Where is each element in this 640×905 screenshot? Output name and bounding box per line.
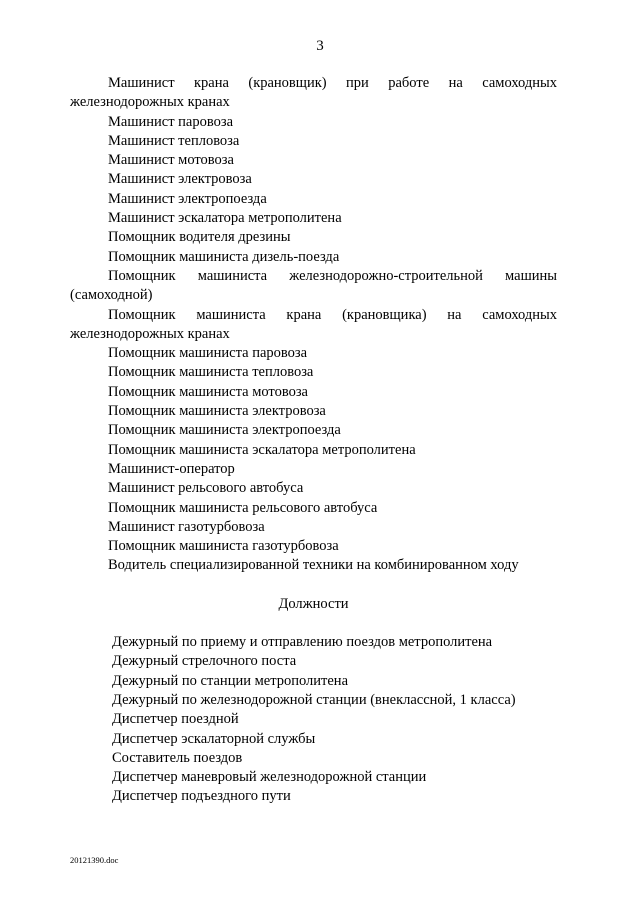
- position-item: Дежурный по станции метрополитена: [112, 672, 349, 689]
- profession-item: Машинист эскалатора метрополитена: [108, 210, 342, 227]
- positions-heading: Должности: [278, 595, 349, 612]
- profession-item: Помощник машиниста тепловоза: [108, 364, 314, 381]
- positions-list: [70, 633, 557, 807]
- position-item: Дежурный по приему и отправлению поездов метрополитена: [112, 634, 493, 651]
- professions-list: [70, 74, 557, 576]
- position-item: Диспетчер эскалаторной службы: [112, 730, 316, 747]
- profession-item: Помощник водителя дрезины: [108, 229, 291, 246]
- profession-item: Машинист газотурбовоза: [108, 518, 265, 535]
- profession-item: Помощник машиниста рельсового автобуса: [108, 499, 378, 516]
- position-item: Составитель поездов: [112, 749, 243, 766]
- profession-item: Машинист электропоезда: [108, 190, 267, 207]
- position-item: Диспетчер поездной: [112, 711, 239, 728]
- profession-item: [70, 267, 557, 306]
- profession-item: [70, 306, 557, 345]
- profession-item: Машинист рельсового автобуса: [108, 480, 304, 497]
- profession-item: Помощник машиниста мотовоза: [108, 383, 308, 400]
- position-item: Диспетчер подъездного пути: [112, 788, 291, 805]
- profession-item-line-1: Помощник машиниста железнодорожно-строительной машины: [108, 267, 557, 284]
- profession-item-line-1: Машинист крана (крановщик) при работе на самоходных: [108, 75, 557, 91]
- position-item: Диспетчер маневровый железнодорожной станции: [112, 769, 427, 786]
- profession-item: Помощник машиниста паровоза: [108, 345, 308, 362]
- profession-item: Помощник машиниста электропоезда: [108, 422, 341, 439]
- profession-item: Машинист мотовоза: [108, 152, 234, 169]
- footer-file-code: 20121390.doc: [70, 855, 119, 865]
- profession-item-line-1: Помощник машиниста крана (крановщика) на самоходных: [108, 306, 557, 323]
- profession-item: Машинист тепловоза: [108, 132, 240, 149]
- profession-item: Помощник машиниста газотурбовоза: [108, 538, 339, 555]
- profession-item: Помощник машиниста электровоза: [108, 403, 326, 420]
- profession-item: Машинист электровоза: [108, 171, 252, 188]
- profession-item: Машинист-оператор: [108, 460, 235, 477]
- position-item: Дежурный по железнодорожной станции (внеклассной, 1 класса): [112, 691, 516, 708]
- document-body: [70, 74, 557, 807]
- profession-item: Машинист паровоза: [108, 113, 234, 130]
- profession-item: Водитель специализированной техники на комбинированном ходу: [108, 557, 519, 574]
- profession-item-line-2: (самоходной): [70, 287, 153, 304]
- profession-item-line-2: железнодорожных кранах: [70, 94, 230, 111]
- profession-item-line-2: железнодорожных кранах: [70, 325, 230, 342]
- page-number: 3: [316, 38, 324, 54]
- profession-item: Помощник машиниста эскалатора метрополитена: [108, 441, 416, 458]
- position-item: Дежурный стрелочного поста: [112, 653, 297, 670]
- profession-item: [70, 74, 557, 113]
- profession-item: Помощник машиниста дизель-поезда: [108, 248, 340, 265]
